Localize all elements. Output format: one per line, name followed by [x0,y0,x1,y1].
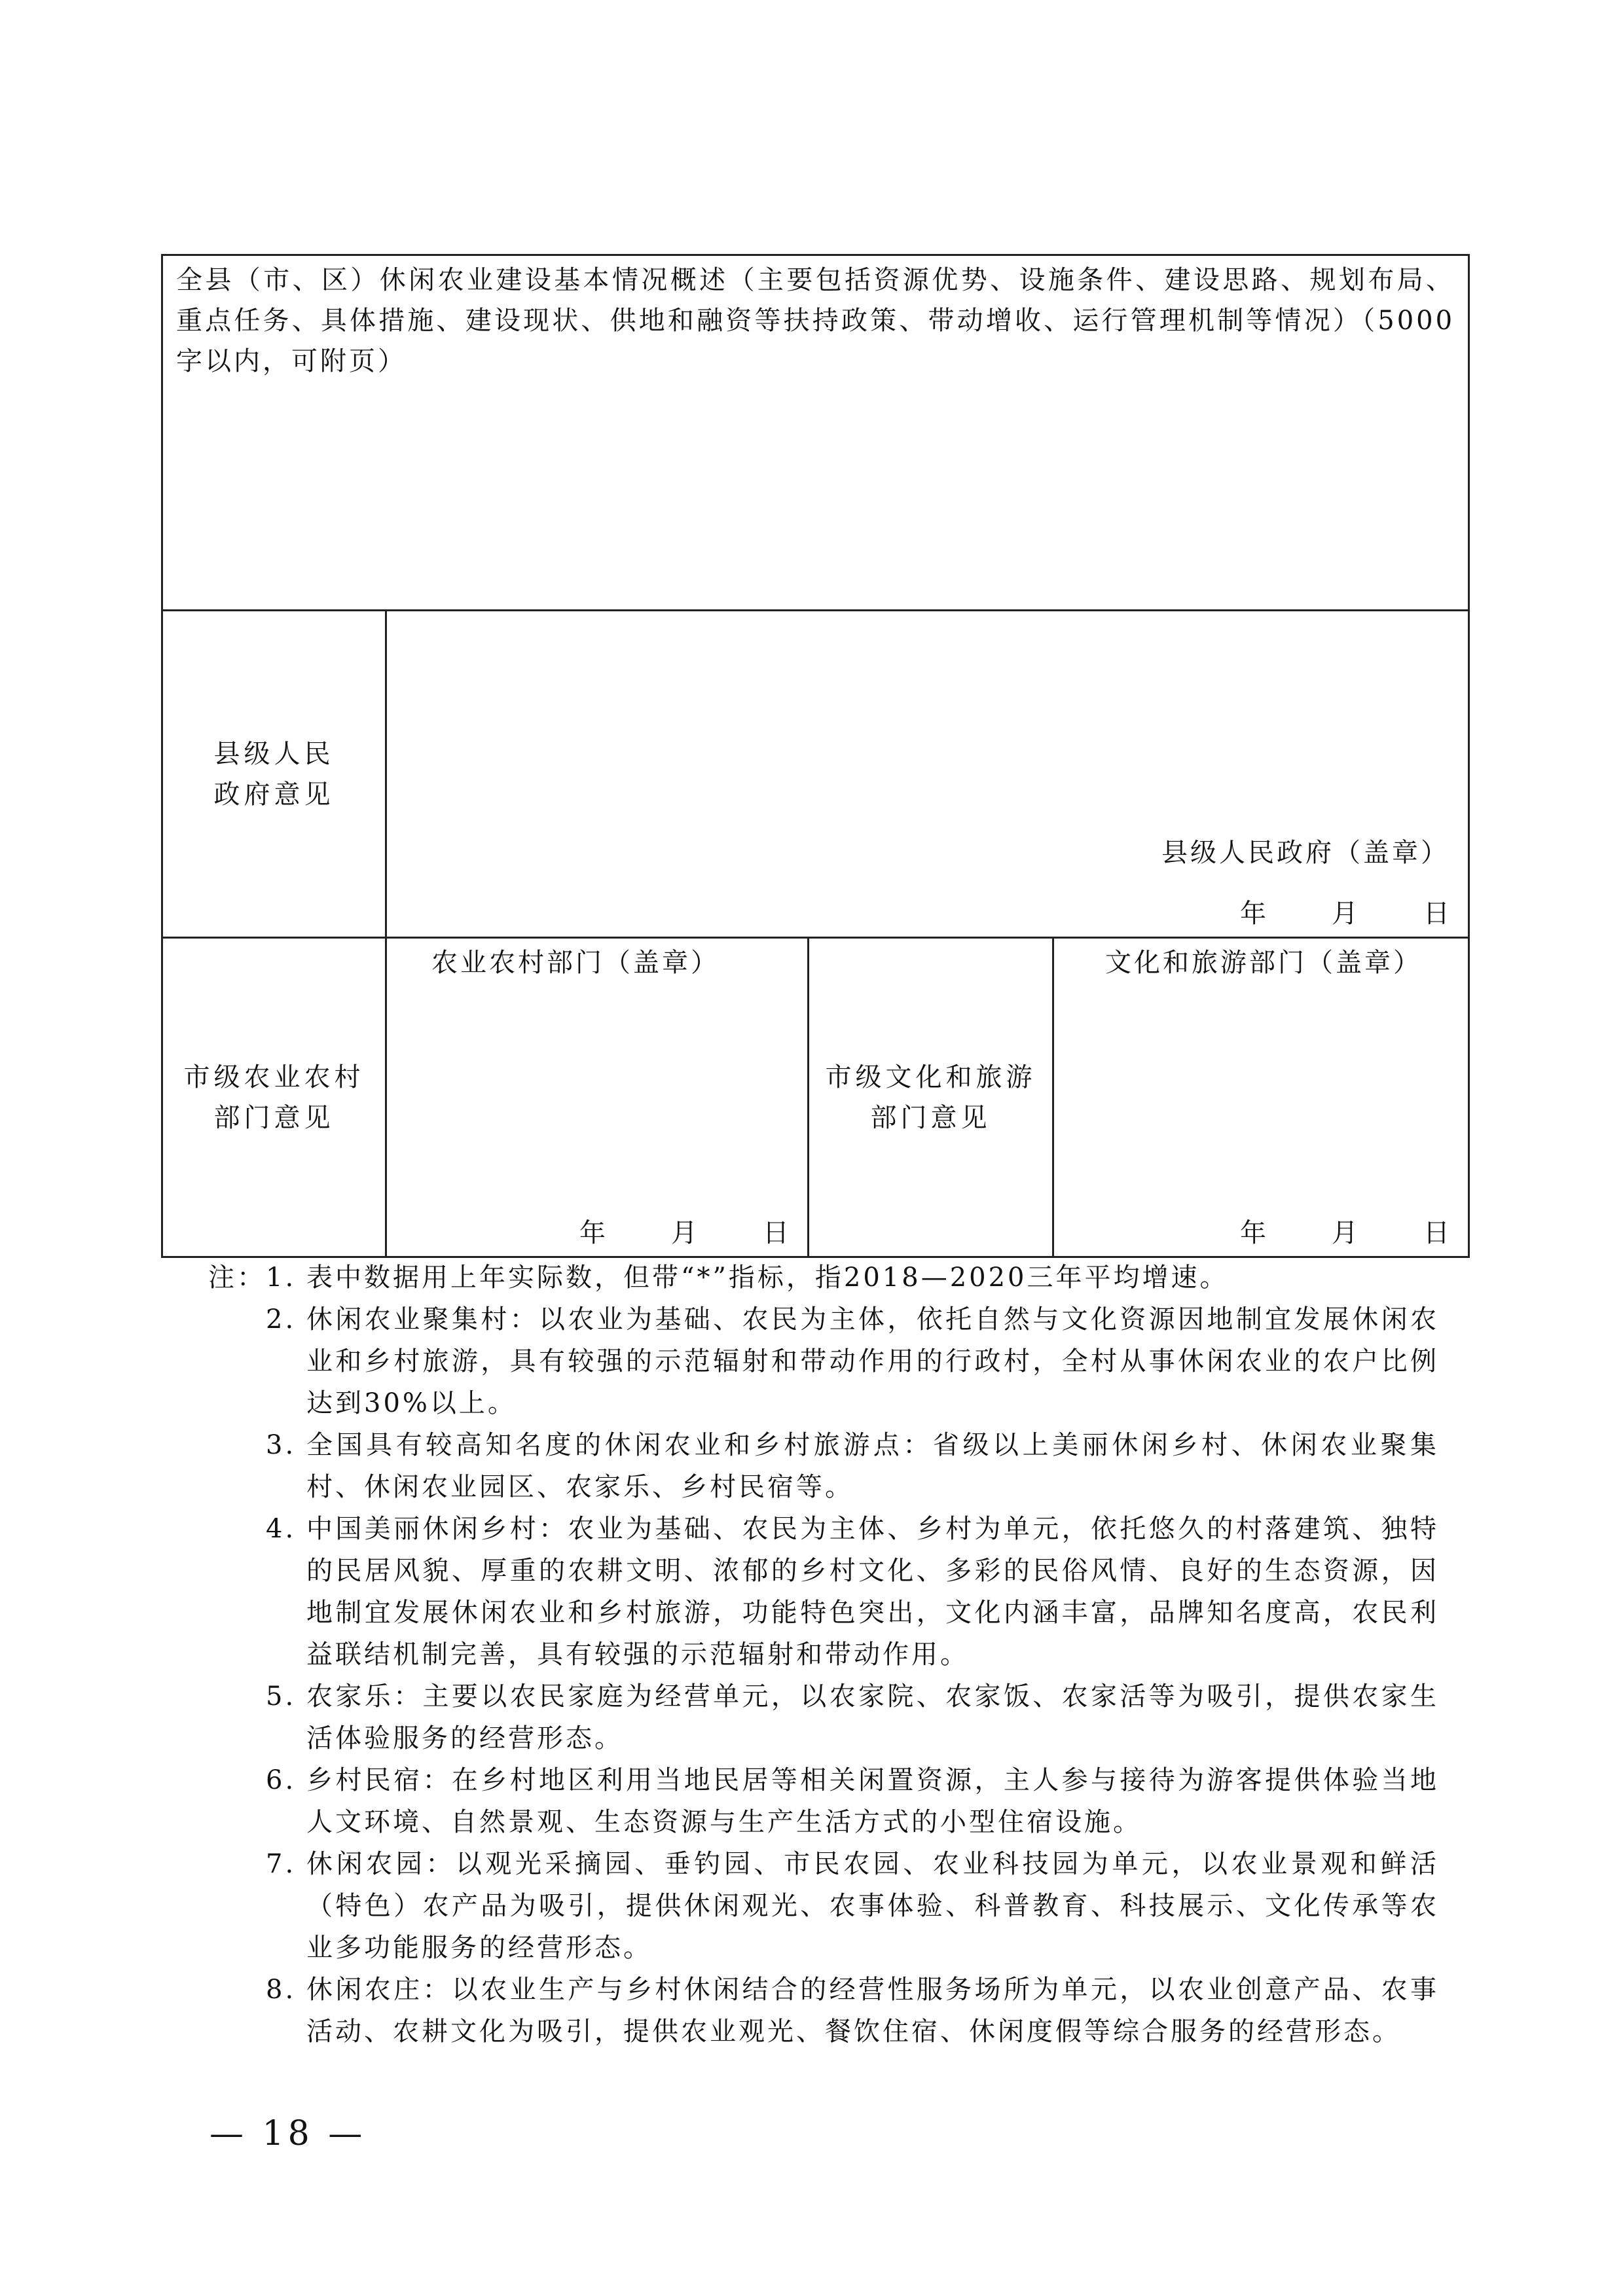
county-date [1240,893,1450,934]
note-item [208,1843,1439,1969]
note-number: 6. [266,1765,297,1795]
note-text: 休闲农业聚集村：以农业为基础、农民为主体，依托自然与文化资源因地制宜发展休闲农业和乡村旅游，具有较强的示范辐射和带动作用的行政村，全村从事休闲农业的农户比例达到30%以上。 [306,1304,1439,1418]
note-text: 农家乐：主要以农民家庭为经营单元，以农家院、农家饭、农家活等为吸引，提供农家生活体验服务的经营形态。 [306,1681,1439,1753]
note-number: 3. [266,1430,297,1460]
county-seal-text: 县级人民政府（盖章） [1161,838,1450,868]
note-number: 1. [266,1263,297,1293]
note-text: 休闲农庄：以农业生产与乡村休闲结合的经营性服务场所为单元，以农业创意产品、农事活动、农耕文化为吸引，提供农业观光、餐饮住宿、休闲度假等综合服务的经营形态。 [306,1975,1439,2047]
county-opinion-cell [386,611,1469,938]
date-year: 年 [1240,1218,1267,1248]
note-number: 4. [266,1514,297,1544]
culture-label-line1: 市级文化和旅游 [825,1062,1036,1092]
note-number: 8. [266,1975,297,2005]
notes-section [208,1257,1439,2053]
date-day: 日 [1423,899,1450,929]
notes-head: 注： [208,1263,266,1293]
agri-label-line1: 市级农业农村 [183,1062,365,1092]
note-item [208,1508,1439,1676]
agri-opinion-cell [386,938,809,1257]
agri-seal-text: 农业农村部门（盖章） [431,948,720,978]
date-month: 月 [1332,1218,1359,1248]
note-text: 表中数据用上年实际数，但带“*”指标，指2018—2020三年平均增速。 [306,1263,1229,1293]
note-item [208,1424,1439,1508]
date-month: 月 [671,1218,697,1248]
summary-cell [162,255,1469,611]
opinion-form-table [161,254,1470,1258]
note-number: 2. [266,1304,297,1335]
county-label-line2: 政府意见 [213,779,335,810]
note-text: 全国具有较高知名度的休闲农业和乡村旅游点：省级以上美丽休闲乡村、休闲农业聚集村、休闲农业园区、农家乐、乡村民宿等。 [306,1430,1439,1502]
date-month: 月 [1332,899,1359,929]
date-year: 年 [579,1218,606,1248]
date-year: 年 [1240,899,1267,929]
note-text: 乡村民宿：在乡村地区利用当地民居等相关闲置资源，主人参与接待为游客提供体验当地人文环境、自然景观、生态资源与生产生活方式的小型住宿设施。 [306,1765,1439,1837]
culture-opinion-label-cell [809,938,1053,1257]
date-day: 日 [763,1218,789,1248]
note-text: 休闲农园：以观光采摘园、垂钓园、市民农园、农业科技园为单元，以农业景观和鲜活（特色）农产品为吸引，提供休闲观光、农事体验、科普教育、科技展示、文化传承等农业多功能服务的经营形态。 [306,1849,1439,1963]
culture-label-line2: 部门意见 [870,1102,991,1133]
note-item [208,1969,1439,2053]
agri-date [579,1213,789,1253]
county-opinion-label-cell [162,611,386,938]
note-text: 中国美丽休闲乡村：农业为基础、农民为主体、乡村为单元，依托悠久的村落建筑、独特的民居风貌、厚重的农耕文明、浓郁的乡村文化、多彩的民俗风情、良好的生态资源，因地制宜发展休闲农业和乡村旅游，功能特色突出，文化内涵丰富，品牌知名度高，农民利益联结机制完善，具有较强的示范辐射和带动作用。 [306,1514,1439,1670]
note-item [208,1257,1439,1299]
county-label-line1: 县级人民 [213,738,335,769]
note-number: 5. [266,1681,297,1712]
culture-seal-text: 文化和旅游部门（盖章） [1105,948,1422,978]
agri-opinion-label-cell [162,938,386,1257]
note-item [208,1676,1439,1759]
page-number: — 18 — [210,2114,367,2153]
note-item [208,1759,1439,1843]
note-number: 7. [266,1849,297,1879]
culture-date [1240,1213,1450,1253]
agri-label-line2: 部门意见 [213,1102,335,1133]
note-item [208,1299,1439,1424]
summary-text: 全县（市、区）休闲农业建设基本情况概述（主要包括资源优势、设施条件、建设思路、规划布局、重点任务、具体措施、建设现状、供地和融资等扶持政策、带动增收、运行管理机制等情况）（5000字以内，可附页） [176,265,1455,376]
date-day: 日 [1423,1218,1450,1248]
culture-opinion-cell [1053,938,1469,1257]
